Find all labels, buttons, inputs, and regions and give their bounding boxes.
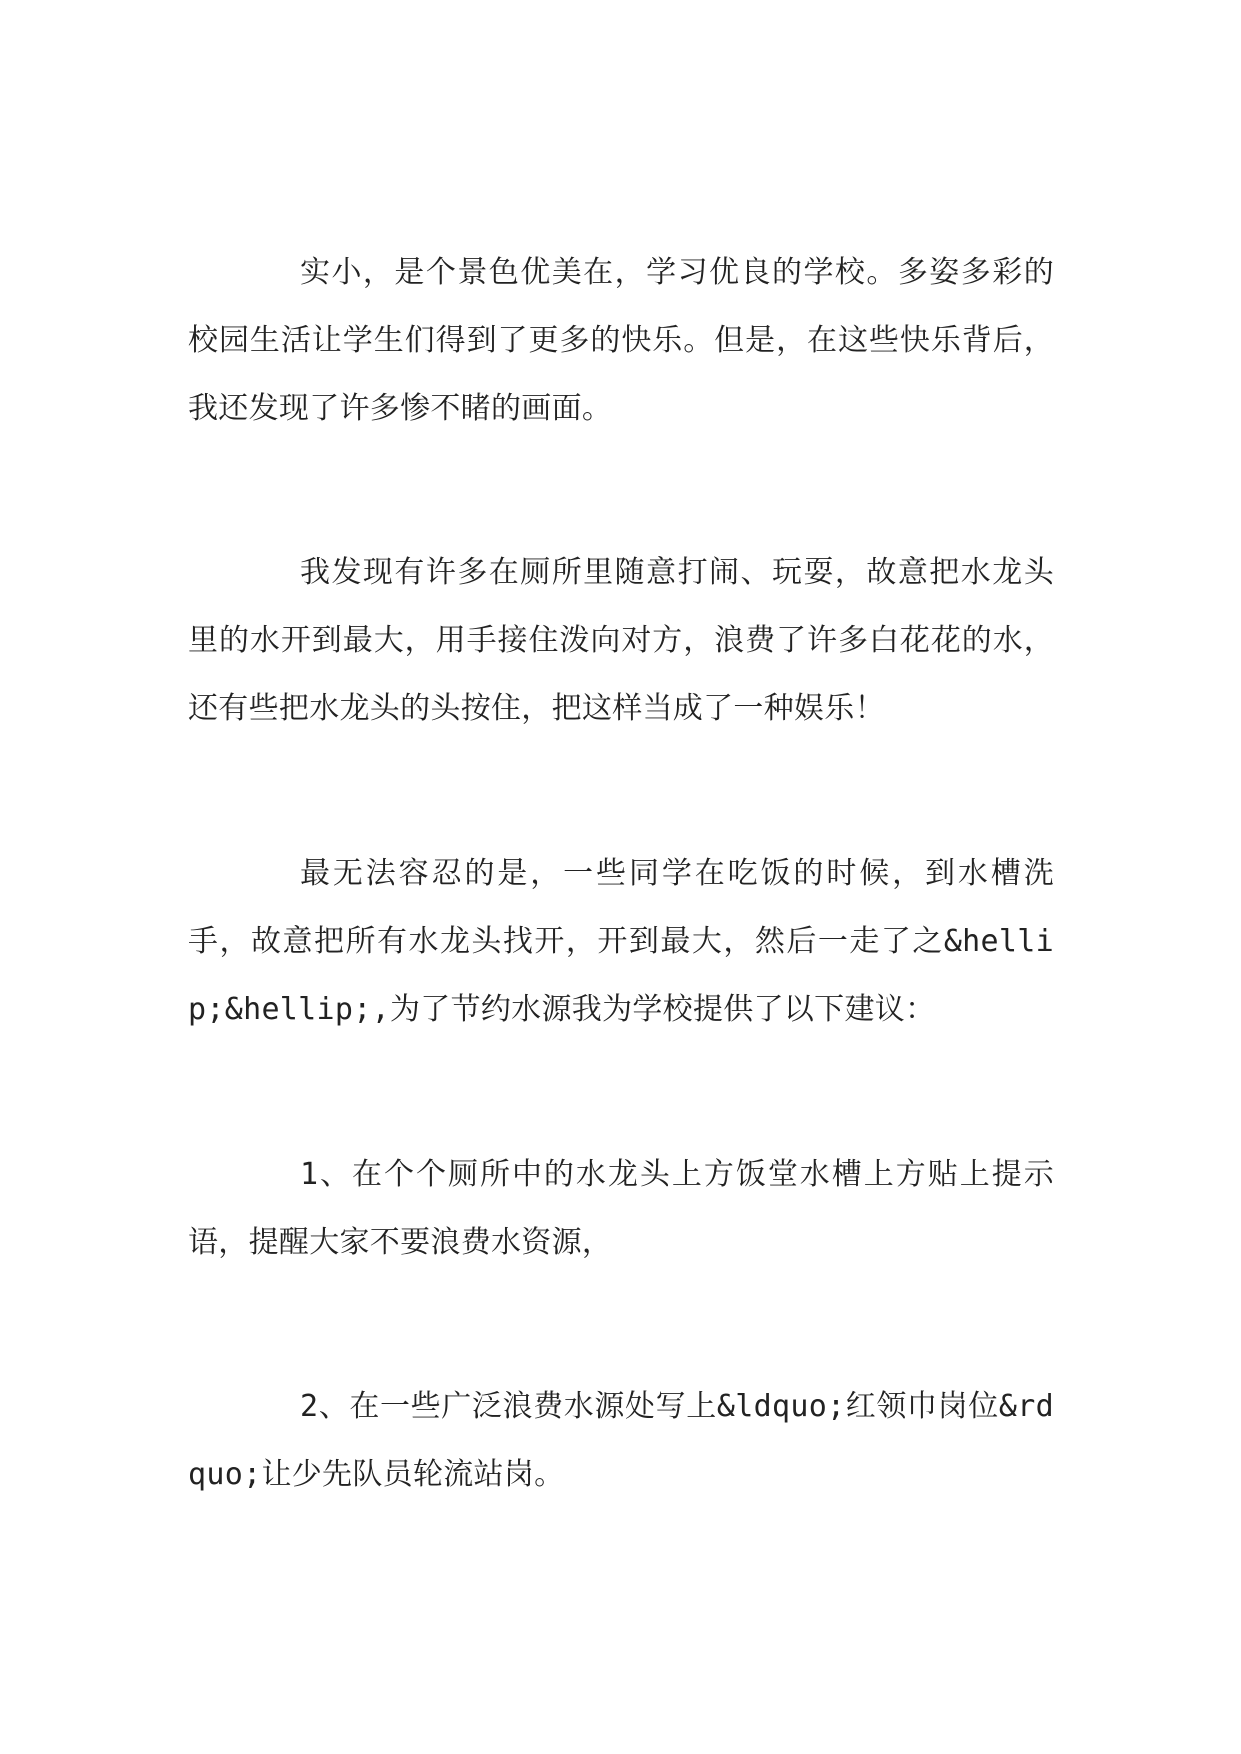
paragraph-observation: 我发现有许多在厕所里随意打闹、玩耍，故意把水龙头里的水开到最大，用手接住泼向对方，浪费了许多白花花的水，还有些把水龙头的头按住，把这样当成了一种娱乐！ [188,555,1054,726]
paragraph-suggestion-1: 1、在个个厕所中的水龙头上方饭堂水槽上方贴上提示语，提醒大家不要浪费水资源， [188,1157,1054,1260]
paragraph-intro: 实小，是个景色优美在，学习优良的学校。多姿多彩的校园生活让学生们得到了更多的快乐。但是，在这些快乐背后，我还发现了许多惨不睹的画面。 [188,255,1054,426]
paragraph-complaint: 最无法容忍的是，一些同学在吃饭的时候，到水槽洗手，故意把所有水龙头找开，开到最大，然后一走了之&hellip;&hellip;,为了节约水源我为学校提供了以下建议： [188,856,1054,1027]
paragraph-suggestion-2: 2、在一些广泛浪费水源处写上&ldquo;红领巾岗位&rdquo;让少先队员轮流站岗。 [188,1389,1054,1492]
